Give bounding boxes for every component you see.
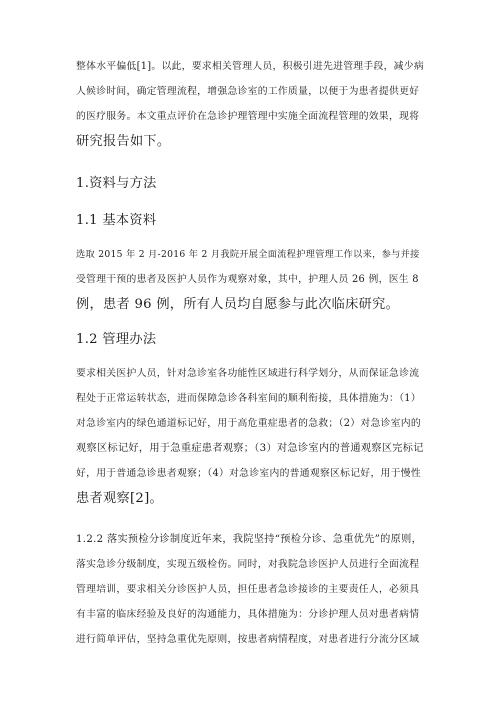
section-heading-1-2: 1.2 管理办法 [76, 332, 157, 347]
paragraph-line: 受管理干预的患者及医护人员作为观察对象，其中，护理人员 26 例，医生 8 [76, 274, 419, 285]
paragraph-line: 好，用于普通急诊患者观察；（4）对急诊室内的普通观察区标记好，用于慢性 [76, 468, 421, 479]
paragraph-line: 患者观察[2]。 [76, 491, 164, 506]
paragraph-line: 的医疗服务。本文重点评价在急诊护理管理中实施全面流程管理的效果，现将 [76, 111, 420, 122]
paragraph-line: 整体水平偏低[1]。以此，要求相关管理人员，积极引进先进管理手段，减少病 [76, 61, 424, 72]
intro-paragraph [76, 54, 424, 154]
section-heading-1-1: 1.1 基本资料 [76, 213, 157, 228]
management-method-paragraph [76, 361, 424, 511]
paragraph-line: 对急诊室内的绿色通道标记好，用于高危重症患者的急救；（2）对急诊室内的 [76, 418, 421, 429]
paragraph-line: 有丰富的临床经验及良好的沟通能力，具体措施为：分诊护理人员对患者病情 [76, 609, 420, 620]
paragraph-line: 研究报告如下。 [76, 134, 171, 149]
basic-data-paragraph [76, 242, 424, 317]
paragraph-line: 要求相关医护人员，针对急诊室各功能性区域进行科学划分，从而保证急诊流 [76, 368, 420, 379]
paragraph-line: 例，患者 96 例，所有人员均自愿参与此次临床研究。 [76, 297, 400, 312]
paragraph-line: 进行简单评估，坚持急重优先原则，按患者病情程度，对患者进行分流分区域 [76, 634, 420, 645]
paragraph-line: 人候诊时间，确定管理流程，增强急诊室的工作质量，以便于为患者提供更好 [76, 86, 420, 97]
paragraph-line: 选取 2015 年 2 月-2016 年 2 月我院开展全面流程护理管理工作以来，参与并接 [76, 249, 420, 260]
paragraph-line: 落实急诊分级制度，实现五级检伤。同时，对我院急诊医护人员进行全面流程 [76, 559, 420, 570]
paragraph-line: 程处于正常运转状态，进而保障急诊各科室间的顺利衔接，具体措施为：（1） [76, 393, 421, 404]
triage-paragraph [76, 527, 424, 652]
paragraph-line: 观察区标记好，用于急重症患者观察；（3）对急诊室内的普通观察区完标记 [76, 443, 424, 454]
paragraph-line: 管理培训，要求相关分诊医护人员，担任患者急诊接诊的主要责任人，必须具 [76, 584, 420, 595]
paragraph-line: 1.2.2 落实预检分诊制度近年来，我院坚持“预检分诊、急重优先”的原则， [76, 534, 423, 545]
section-heading-1: 1.资料与方法 [76, 176, 157, 191]
